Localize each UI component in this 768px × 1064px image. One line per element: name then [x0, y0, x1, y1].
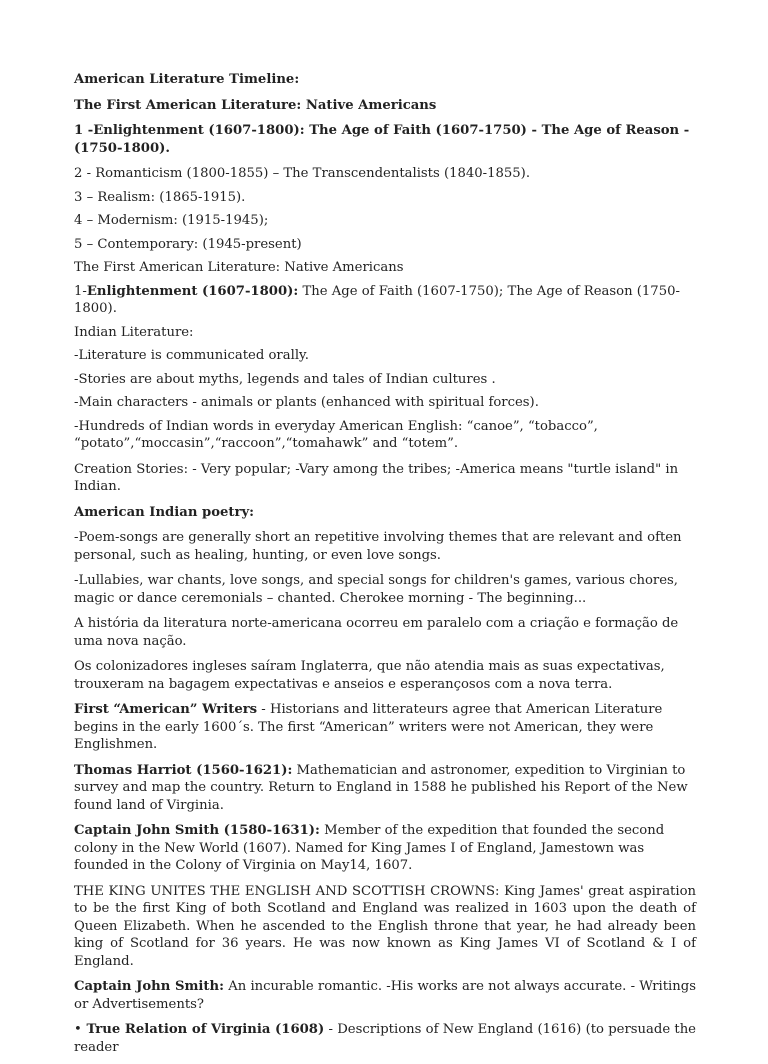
enlightenment-heading — [74, 122, 696, 157]
enlightenment-bold: Enlightenment (1607-1800): — [86, 283, 299, 299]
enlightenment-number: 1- — [74, 283, 87, 299]
timeline-heading-text: American Literature Timeline: — [74, 72, 300, 87]
native-americans-heading — [74, 97, 696, 115]
timeline-item-3: 3 – Realism: (1865-1915). — [74, 189, 246, 205]
paragraph-portuguese: Os colonizadores ingleses saíram Inglaterra, que não atendia mais as suas expectativas, trouxeram na bagagem expectativas e anseios e esperançosos com a nova terra. — [74, 659, 665, 692]
john-smith-works-bold: Captain John Smith: — [74, 979, 224, 994]
indian-poetry-heading-text: American Indian poetry: — [74, 504, 254, 520]
paragraph-portuguese: A história da literatura norte-americana ocorreu em paralelo com a criação e formação de uma nova nação. — [74, 616, 679, 649]
john-smith-works — [74, 978, 696, 1013]
paragraph: -Main characters - animals or plants (enhanced with spiritual forces). — [74, 395, 539, 410]
true-relation-text: - Descriptions of New England (1616) (to persuade the reader — [74, 1022, 696, 1055]
paragraph: -Hundreds of Indian words in everyday American English: “canoe”, “tobacco”, “potato”,“moccasin”,“raccoon”,“tomahawk” and “totem”. — [74, 418, 598, 451]
bullet-icon: • — [74, 1022, 82, 1037]
paragraph: -Lullabies, war chants, love songs, and special songs for children's games, various chores, magic or dance ceremonials – chanted. Cherokee morning - The beginning... — [74, 573, 678, 606]
thomas-harriot-text: Mathematician and astronomer, expedition to Virginian to survey and map the country. Return to England in 1588 he published his Report of the New found land of Virginia. — [74, 762, 688, 813]
timeline-heading — [74, 71, 696, 89]
timeline-item-5: 5 – Contemporary: (1945-present) — [74, 236, 302, 252]
timeline-item-4: 4 – Modernism: (1915-1945); — [74, 213, 269, 228]
thomas-harriot — [74, 762, 696, 815]
true-relation-item — [74, 1021, 696, 1056]
enlightenment-heading-text: 1 -Enlightenment (1607-1800): The Age of Faith (1607-1750) - The Age of Reason - (1750-1800). — [74, 123, 690, 156]
king-unites-crowns: THE KING UNITES THE ENGLISH AND SCOTTISH CROWNS: King James' great aspiration to be the first King of both Scotland and England was realized in 1603 upon the death of Queen Elizabeth. When he ascended to the English throne that year, he had already been king of Scotland for 36 years. He was now known as King James VI of Scotland & I of England. — [74, 883, 696, 969]
native-americans-heading-text: The First American Literature: Native Americans — [74, 97, 437, 113]
first-american-writers-bold: First “American” Writers — [74, 702, 258, 717]
creation-stories: Creation Stories: - Very popular; -Vary among the tribes; -America means "turtle island" in Indian. — [74, 461, 679, 494]
john-smith-works-text: An incurable romantic. -His works are not always accurate. - Writings or Advertisements? — [74, 979, 696, 1012]
timeline-item-2: 2 - Romanticism (1800-1855) – The Transcendentalists (1840-1855). — [74, 166, 531, 181]
native-americans-subheading: The First American Literature: Native Americans — [74, 260, 404, 275]
enlightenment-line — [74, 283, 696, 318]
thomas-harriot-bold: Thomas Harriot (1560-1621): — [74, 762, 293, 778]
first-american-writers-text: - Historians and litterateurs agree that American Literature begins in the early 1600´s. The first “American” writers were not American, they were Englishmen. — [74, 702, 663, 752]
john-smith-bio-text: Member of the expedition that founded the second colony in the New World (1607). Named for King James I of England, Jamestown was founded in the Colony of Virginia on May14, 1607. — [74, 823, 665, 873]
enlightenment-text: The Age of Faith (1607-1750); The Age of Reason (1750-1800). — [74, 283, 680, 316]
paragraph: -Poem-songs are generally short an repetitive involving themes that are relevant and often personal, such as healing, hunting, or even love songs. — [74, 530, 682, 563]
paragraph: -Stories are about myths, legends and tales of Indian cultures . — [74, 371, 496, 387]
paragraph: -Literature is communicated orally. — [74, 348, 309, 363]
first-american-writers — [74, 701, 696, 754]
indian-poetry-heading — [74, 504, 696, 522]
john-smith-bio-bold: Captain John Smith (1580-1631): — [74, 823, 320, 838]
true-relation-bold: True Relation of Virginia (1608) — [81, 1022, 325, 1037]
indian-literature-label: Indian Literature: — [74, 324, 194, 340]
john-smith-bio — [74, 822, 696, 875]
document-body — [74, 71, 696, 1064]
